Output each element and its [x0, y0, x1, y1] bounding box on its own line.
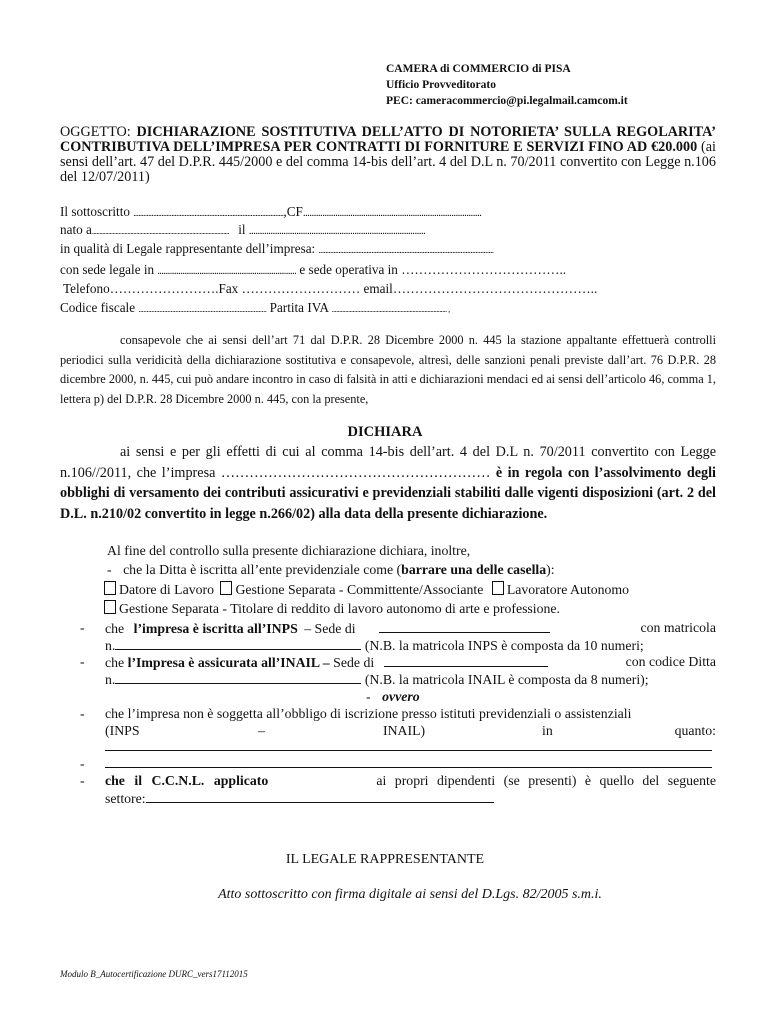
non-soggetta-line-2 [105, 723, 716, 739]
sede-row [60, 262, 566, 278]
operativa-label: e sede operativa in [299, 262, 398, 277]
ovvero-dash: - [366, 689, 371, 704]
ditta-bold: barrare una delle casella [401, 562, 547, 577]
cf-piva-row [60, 300, 450, 316]
sottoscritto-field[interactable]: ........................................................................................... [133, 208, 284, 218]
al-fine-text: Al fine del controllo sulla presente dichiarazione dichiara, inoltre, [107, 543, 471, 558]
ovvero-text: ovvero [382, 689, 420, 704]
datore-checkbox[interactable] [104, 581, 116, 595]
autonomo-checkbox[interactable] [492, 581, 504, 595]
consapevole-paragraph: consapevole che ai sensi dell’art 71 dal D.P.R. 28 Dicembre 2000 n. 445 la stazione appaltante effettuerà controlli periodici sulla veridicità della dichiarazione sostitutiva e consapevole, altresì, delle sanzioni penali previste dall’art. 76 D.P.R. 28 dicembre 2000, n. 445, cui può andare incontro in caso di falsità in atti e dichiarazioni mendaci ed ai sensi dell’articolo 46, comma 1, lettera p) del D.P.R. 28 Dicembre 2000 n. 445, con la presente, [60, 333, 716, 406]
qualita-row [60, 241, 493, 257]
ccnl-line-1 [105, 773, 716, 789]
settore-field[interactable] [146, 790, 494, 803]
subject-bold: DICHIARAZIONE SOSTITUTIVA DELL’ATTO DI NOTORIETA’ SULLA REGOLARITA’ CONTRIBUTIVA DELL’IMPRESA PER CONTRATTI DI FORNITURE E SERVIZI FINO AD €20.000 [60, 124, 716, 155]
options-row-1 [104, 581, 629, 598]
sede-label: con sede legale in [60, 262, 155, 277]
gestione-titolare-label: Gestione Separata - Titolare di reddito di lavoro autonomo di arte e professione. [119, 601, 561, 616]
inail-note: (N.B. la matricola INAIL è composta da 8 numeri); [364, 672, 649, 687]
header-line-3: PEC: cameracommercio@pi.legalmail.camcom.it [386, 95, 628, 107]
inps-bold: l’impresa è iscritta all’INPS [133, 621, 298, 636]
gestione-titolare-checkbox[interactable] [104, 600, 116, 614]
il-field[interactable]: .................................................................................. [248, 225, 426, 237]
non-soggetta-inps: (INPS [105, 723, 140, 738]
cf-label: ,CF [283, 204, 303, 219]
fax-field[interactable]: ……………………… [241, 281, 361, 296]
firma-digitale-note: Atto sottoscritto con firma digitale ai sensi del D.Lgs. 82/2005 s.m.i. [218, 887, 602, 902]
quanto-line-2[interactable] [105, 767, 712, 768]
telefono-label: Telefono [63, 281, 110, 296]
telefono-row [63, 281, 597, 297]
inps-matricola-label: con matricola [640, 620, 716, 635]
ccnl-text: ai propri dipendenti (se presenti) è quello del seguente [376, 773, 716, 788]
partita-iva-field[interactable]: ............................................................................. , [331, 305, 450, 314]
inps-note: (N.B. la matricola INPS è composta da 10 numeri; [364, 638, 644, 653]
inail-codice-label: con codice Ditta [625, 654, 716, 669]
inps-che: che [105, 621, 125, 636]
ditta-line [107, 562, 555, 578]
non-soggetta-quanto: quanto: [674, 723, 716, 738]
subject-block [60, 125, 716, 185]
subject-normal: (ai sensi dell’art. 47 del D.P.R. 445/2000 e del comma 14-bis dell’art. 4 del D.L n. 70/2011 convertito con Legge n.106 del 12/07/2011) [60, 139, 716, 185]
ccnl-bold: che il C.C.N.L. applicato [105, 773, 269, 788]
telefono-field[interactable]: ……………………. [109, 281, 219, 296]
sottoscritto-row [60, 204, 481, 220]
email-field[interactable]: ……………………………………….. [392, 281, 598, 296]
qualita-label: in qualità di Legale rappresentante dell’impresa: [60, 241, 316, 256]
non-soggetta-dash: - [80, 706, 85, 721]
options-row-2 [104, 600, 560, 617]
nato-label: nato a [60, 222, 92, 237]
inps-n-label: n. [105, 638, 116, 653]
ditta-text: che la Ditta è iscritta all’ente previdenziale come ( [123, 562, 402, 577]
ovvero-line [366, 689, 420, 705]
inail-sede-field[interactable] [384, 654, 548, 667]
non-soggetta-dash2: – [258, 723, 265, 738]
gestione-committente-checkbox[interactable] [220, 581, 232, 595]
ditta-close: ): [546, 562, 555, 577]
empty-dash: - [80, 756, 85, 771]
autonomo-label: Lavoratore Autonomo [506, 582, 630, 597]
inail-n-label: n. [105, 672, 116, 687]
footer-module-id: Modulo B_Autocertificazione DURC_vers17112015 [60, 969, 248, 979]
gestione-committente-label: Gestione Separata - Committente/Associante [235, 582, 484, 597]
inps-line-2 [105, 637, 644, 654]
recipient-header [386, 61, 628, 109]
inail-dash: - [80, 654, 85, 669]
nato-row [60, 222, 425, 238]
email-label: email [363, 281, 393, 296]
dichiara-text-a: ai sensi e per gli effetti di cui al comma 14-bis dell’art. 4 del D.L n. 70/2011 convertito con Legge n.106//2011, che l’impresa ………………………………………………… [60, 444, 716, 481]
dichiara-title: DICHIARA [347, 424, 423, 440]
datore-label: Datore di Lavoro [119, 582, 215, 597]
inail-line-2 [105, 671, 649, 688]
dichiara-text-b: è in regola con l’assolvimento degli obblighi di versamento dei contributi assicurativi e previdenziali stabiliti dalle vigenti disposizioni (art. 2 del D.L. n.210/02 convertito in legge n.266/02) alla data della presente dichiarazione. [60, 464, 717, 522]
ccnl-dash: - [80, 773, 85, 788]
codice-fiscale-field[interactable]: ................................................................................ [138, 304, 267, 314]
operativa-field[interactable]: ……………………………….. [401, 262, 567, 277]
inail-line-1 [105, 654, 716, 671]
inail-bold: l’Impresa è assicurata all’INAIL – [127, 655, 330, 670]
legale-rappresentante: IL LEGALE RAPPRESENTANTE [285, 852, 485, 867]
inps-dash: - [80, 620, 85, 635]
inail-sede-label: Sede di [333, 655, 375, 670]
partita-iva-label: Partita IVA [269, 300, 329, 315]
inail-che: che [105, 655, 125, 670]
sede-field[interactable]: ......................................................................... [157, 266, 297, 277]
nato-field[interactable]: ............................................................................................. [91, 227, 229, 236]
non-soggetta-in: in [542, 723, 553, 738]
subject-label: OGGETTO: [60, 124, 131, 140]
non-soggetta-line-1: che l’impresa non è soggetta all’obbligo di iscrizione presso istituti previdenziali o assistenziali [105, 706, 632, 721]
cf-field[interactable]: ................................................................................... [302, 207, 482, 219]
ccnl-line-2 [105, 790, 494, 807]
settore-label: settore: [105, 791, 146, 806]
ditta-dash: - [107, 562, 112, 577]
quanto-line-1[interactable] [105, 750, 712, 751]
header-line-2: Ufficio Provveditorato [386, 79, 496, 91]
inps-sede-label: – Sede di [304, 621, 356, 636]
fax-label: Fax [218, 281, 239, 296]
sottoscritto-label: Il sottoscritto [60, 204, 130, 219]
codice-fiscale-label: Codice fiscale [60, 300, 136, 315]
qualita-field[interactable]: .......................................................................................................... [318, 245, 494, 255]
header-line-1: CAMERA di COMMERCIO di PISA [386, 63, 571, 75]
il-label: il [238, 222, 246, 237]
inail-matricola-field[interactable] [115, 671, 361, 684]
non-soggetta-inail: INAIL) [383, 723, 426, 738]
inps-sede-field[interactable] [379, 620, 550, 633]
inps-line-1 [105, 620, 716, 637]
inps-matricola-field[interactable] [115, 637, 361, 650]
dichiara-paragraph [60, 442, 716, 524]
